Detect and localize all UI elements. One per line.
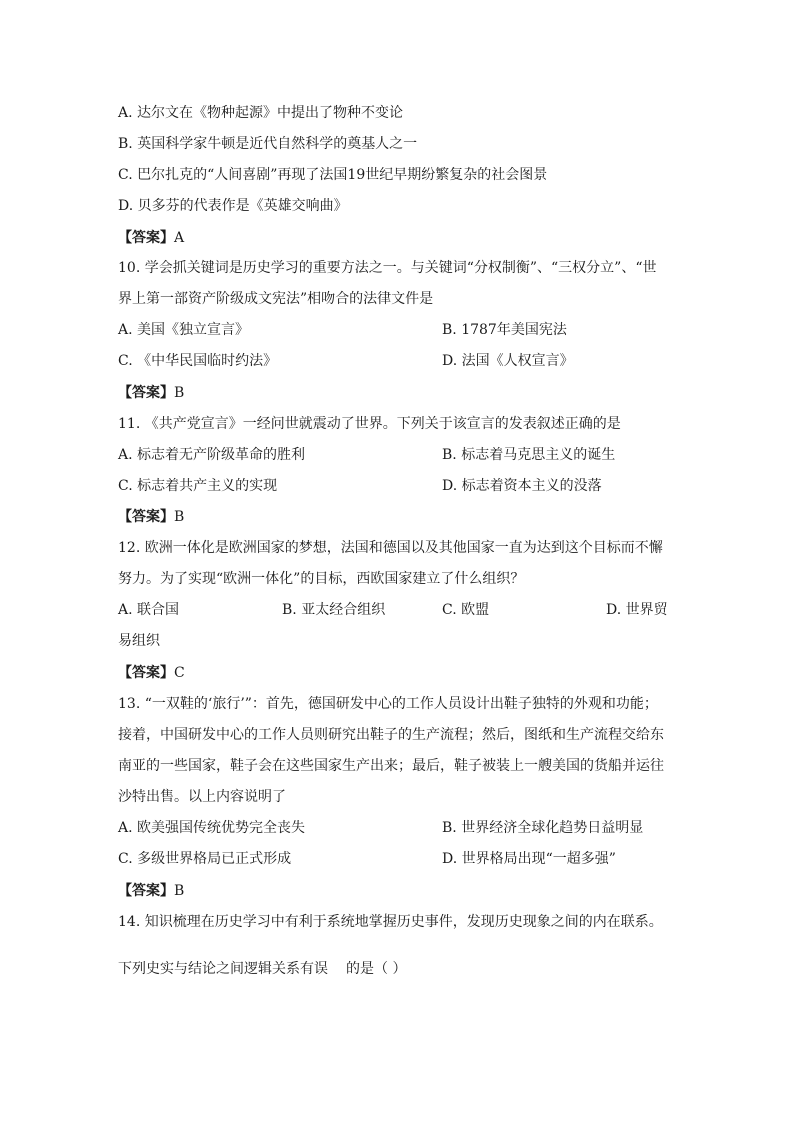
q14-stem-part-2: 的是（ ） bbox=[346, 961, 407, 977]
q10-option-c: C. 《中华民国临时约法》 bbox=[118, 353, 278, 369]
q10-stem-line-2: 界上第一部资产阶级成文宪法”相吻合的法律文件是 bbox=[118, 291, 434, 307]
q10-option-a: A. 美国《独立宣言》 bbox=[118, 322, 250, 338]
q13-option-a: A. 欧美强国传统优势完全丧失 bbox=[118, 820, 306, 836]
q11-option-d: D. 标志着资本主义的没落 bbox=[442, 478, 602, 494]
answer-value: B bbox=[174, 883, 185, 899]
q12-option-b: B. 亚太经合组织 bbox=[282, 602, 386, 618]
q14-stem-line-1: 14. 知识梳理在历史学习中有利于系统地掌握历史事件，发现历史现象之间的内在联系。 bbox=[118, 914, 663, 930]
answer-label: 【答案】 bbox=[118, 665, 174, 681]
q13-option-d: D. 世界格局出现“一超多强” bbox=[442, 851, 616, 867]
q10-option-d: D. 法国《人权宣言》 bbox=[442, 353, 574, 369]
answer-label: 【答案】 bbox=[118, 509, 174, 525]
q9-option-a: A. 达尔文在《物种起源》中提出了物种不变论 bbox=[118, 105, 404, 121]
q12-stem-line-1: 12. 欧洲一体化是欧洲国家的梦想，法国和德国以及其他国家一直为达到这个目标而不懈 bbox=[118, 540, 663, 556]
q12-option-a: A. 联合国 bbox=[118, 602, 180, 618]
answer-label: 【答案】 bbox=[118, 385, 174, 401]
q13-stem-line-1: 13. “一双鞋的‘旅行’”：首先，德国研发中心的工作人员设计出鞋子独特的外观和功能； bbox=[118, 696, 658, 712]
q10-answer bbox=[118, 382, 184, 404]
q12-answer bbox=[118, 662, 185, 684]
answer-value: B bbox=[174, 385, 185, 401]
q13-answer bbox=[118, 880, 184, 902]
q11-option-c: C. 标志着共产主义的实现 bbox=[118, 478, 278, 494]
answer-value: A bbox=[174, 230, 185, 246]
q13-stem-line-3: 南亚的一些国家，鞋子会在这些国家生产出来；最后，鞋子被装上一艘美国的货船并运往 bbox=[118, 758, 664, 774]
q11-option-a: A. 标志着无产阶级革命的胜利 bbox=[118, 447, 306, 463]
q14-stem-line-2 bbox=[118, 958, 406, 980]
q14-stem-part-1: 下列史实与结论之间逻辑关系有误 bbox=[118, 961, 328, 977]
q9-option-c: C. 巴尔扎克的“人间喜剧”再现了法国19世纪早期纷繁复杂的社会图景 bbox=[118, 167, 548, 183]
q11-option-b: B. 标志着马克思主义的诞生 bbox=[442, 447, 616, 463]
q12-option-d: D. 世界贸 bbox=[606, 602, 668, 618]
q10-stem-line-1: 10. 学会抓关键词是历史学习的重要方法之一。与关键词“分权制衡”、“三权分立”、“世 bbox=[118, 260, 657, 276]
answer-value: B bbox=[174, 509, 185, 525]
answer-value: C bbox=[174, 665, 185, 681]
q13-option-b: B. 世界经济全球化趋势日益明显 bbox=[442, 820, 644, 836]
q11-answer bbox=[118, 506, 184, 528]
q9-answer bbox=[118, 227, 184, 249]
q13-option-c: C. 多级世界格局已正式形成 bbox=[118, 851, 292, 867]
q13-stem-line-2: 接着，中国研发中心的工作人员则研究出鞋子的生产流程；然后，图纸和生产流程交给东 bbox=[118, 727, 664, 743]
q12-stem-line-2: 努力。为了实现“欧洲一体化”的目标，西欧国家建立了什么组织？ bbox=[118, 571, 525, 587]
q12-option-d-cont: 易组织 bbox=[118, 633, 160, 649]
q9-option-d: D. 贝多芬的代表作是《英雄交响曲》 bbox=[118, 198, 348, 214]
answer-label: 【答案】 bbox=[118, 883, 174, 899]
q9-option-b: B. 英国科学家牛顿是近代自然科学的奠基人之一 bbox=[118, 136, 418, 152]
q13-stem-line-4: 沙特出售。以上内容说明了 bbox=[118, 789, 286, 805]
q11-stem: 11. 《共产党宣言》一经问世就震动了世界。下列关于该宣言的发表叙述正确的是 bbox=[118, 416, 621, 432]
answer-label: 【答案】 bbox=[118, 230, 174, 246]
q10-option-b: B. 1787年美国宪法 bbox=[442, 322, 567, 338]
q12-option-c: C. 欧盟 bbox=[442, 602, 490, 618]
